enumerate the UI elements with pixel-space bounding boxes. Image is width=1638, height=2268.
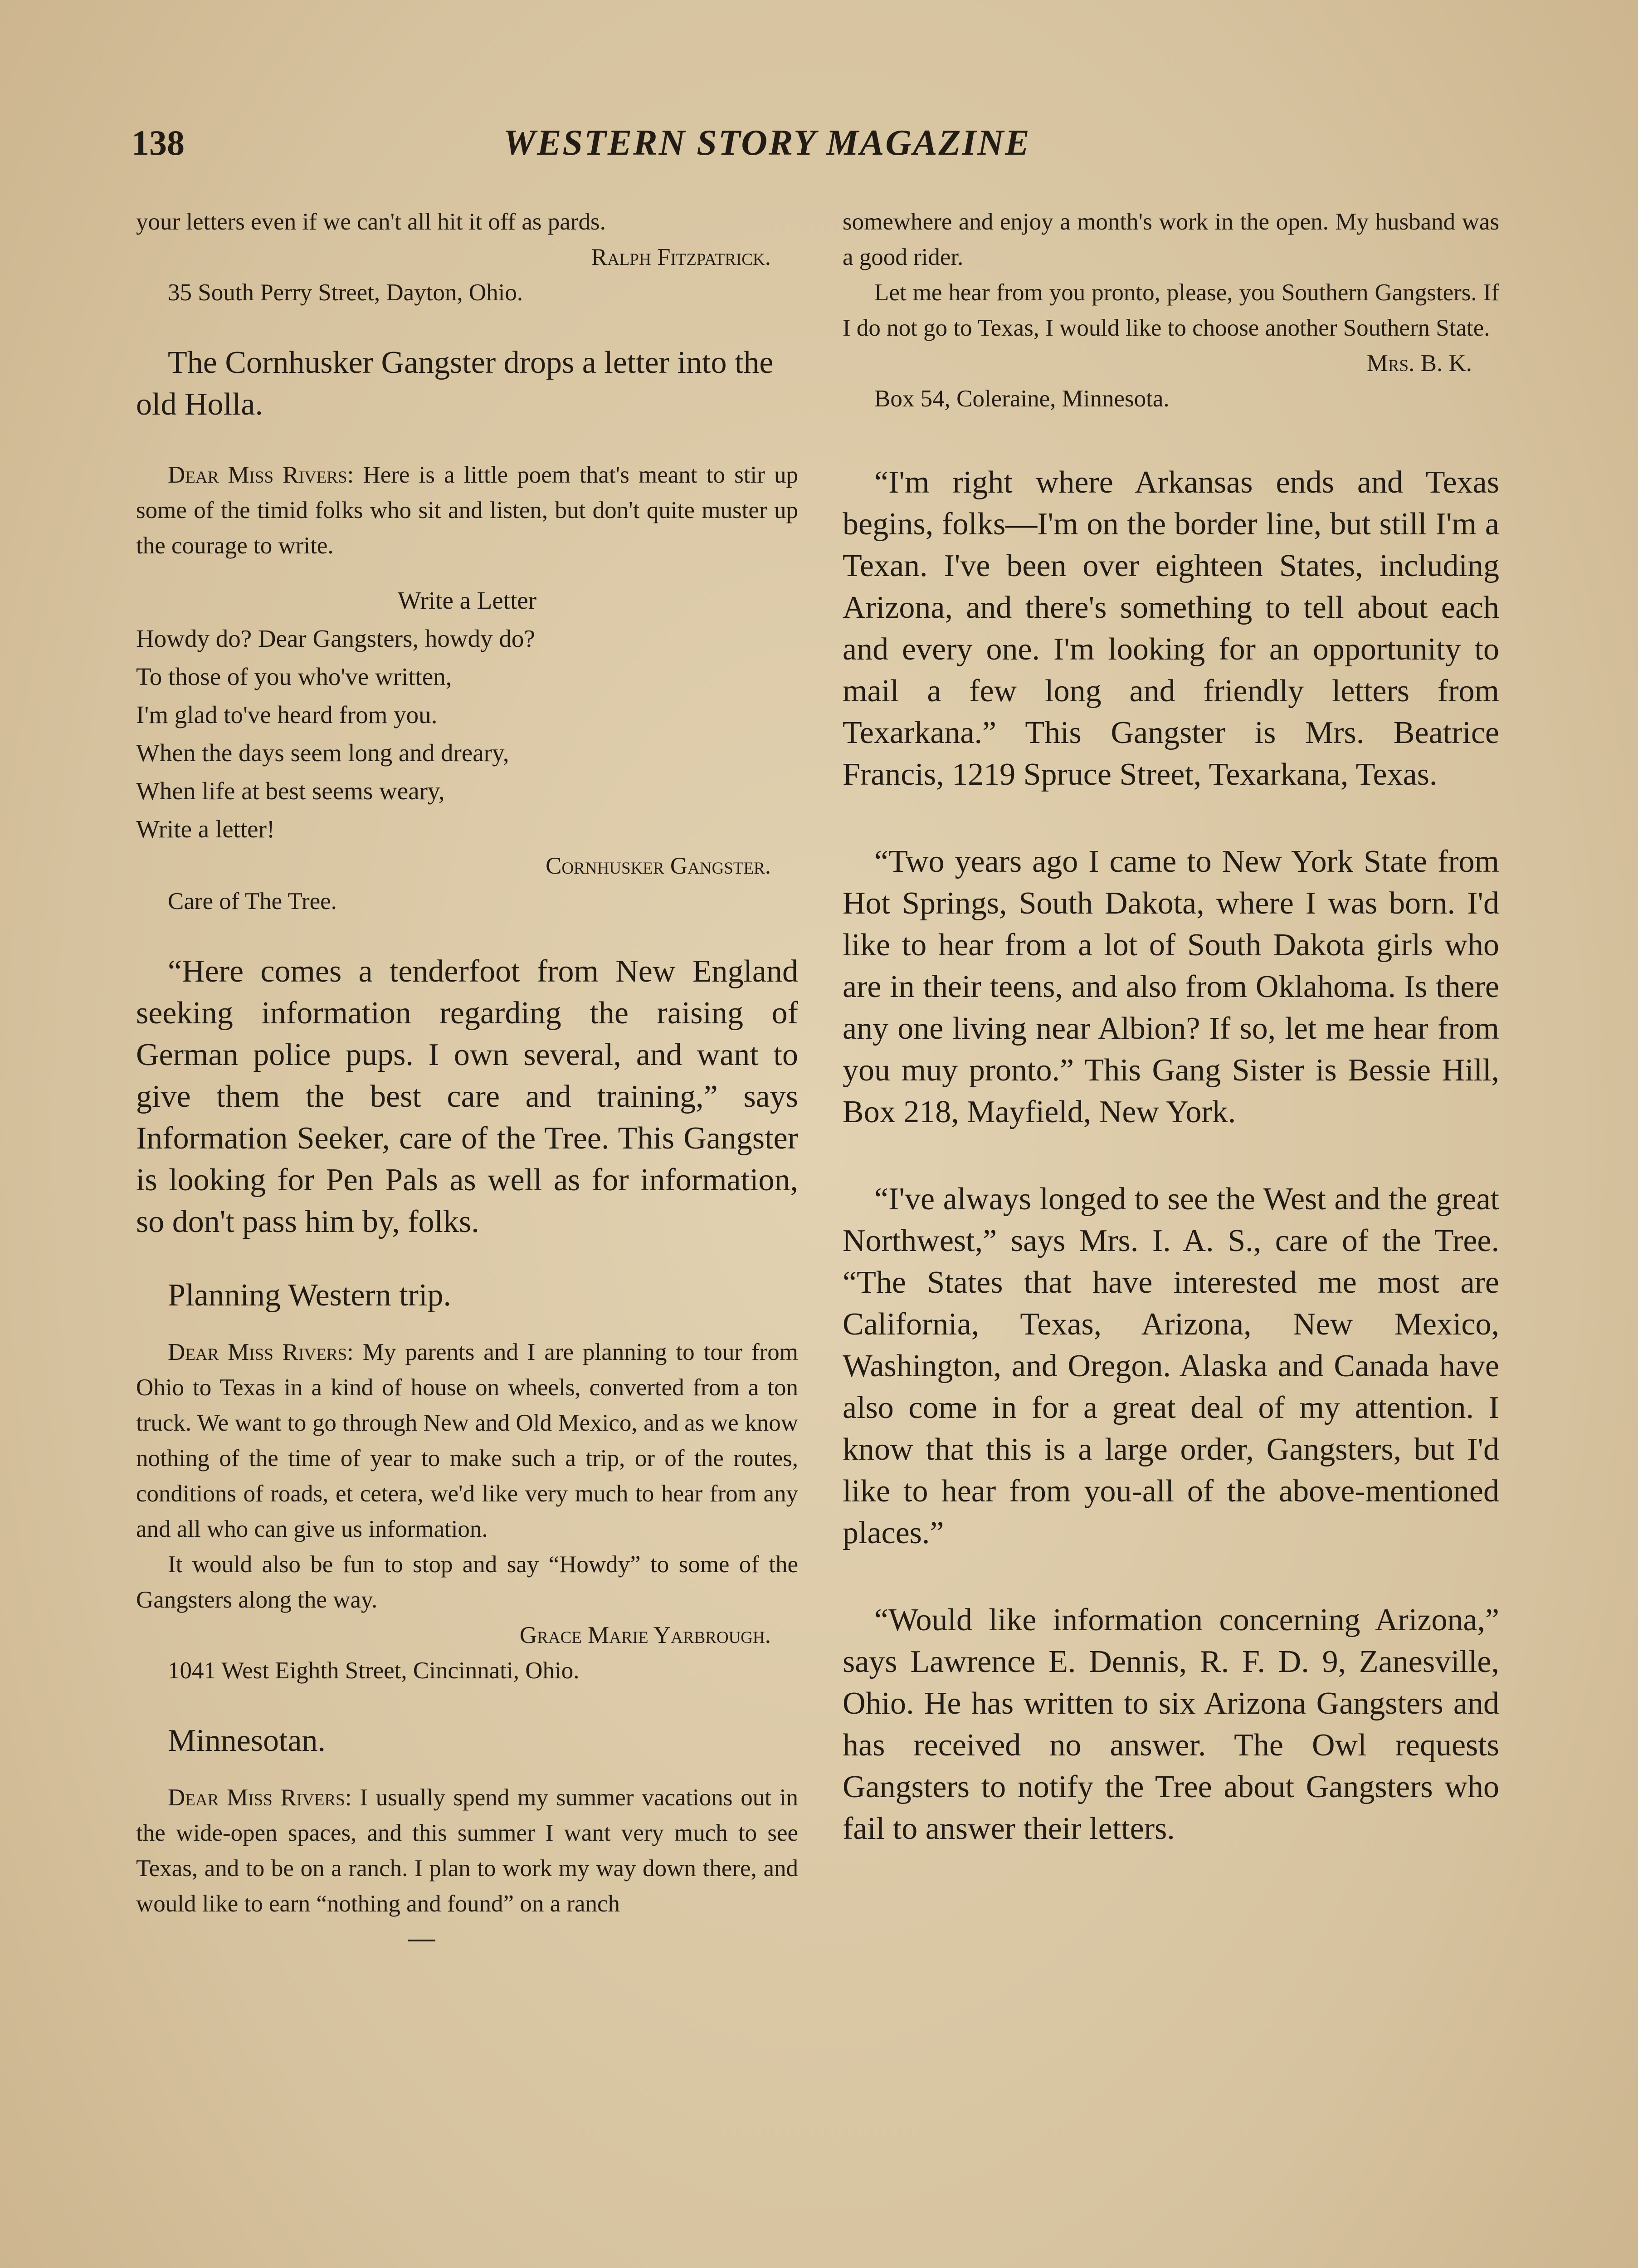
poem-line: When the days seem long and dreary,	[136, 739, 509, 767]
salutation: Dear Miss Rivers:	[168, 1339, 354, 1365]
letter-text: Let me hear from you pronto, please, you Southern Gangsters. If I do not go to Texas, I would like to choose another Southern State.	[843, 279, 1499, 341]
address: Care of The Tree.	[168, 888, 337, 914]
address: 35 South Perry Street, Dayton, Ohio.	[168, 279, 523, 306]
poem-line: I'm glad to've heard from you.	[136, 701, 438, 728]
page-number: 138	[132, 123, 185, 162]
address: Box 54, Coleraine, Minnesota.	[874, 386, 1170, 412]
poem-line: When life at best seems weary,	[136, 777, 445, 805]
left-column	[136, 204, 798, 1941]
letter-text: I usually spend my summer vacations out in the wide-open spaces, and this summer I want very much to see Texas, and to be on a ranch. I plan to work my way down there, and would like to earn “nothing and found” on a ranch	[136, 1784, 798, 1917]
feature-paragraph: “I'm right where Arkansas ends and Texas begins, folks—I'm on the border line, but still I'm a Texan. I've been over eighteen States, including Arizona, and there's something to tell about each and every one. I'm looking for an opportunity to mail a few long and friendly letters from Texarkana.” This Gangster is Mrs. Beatrice Francis, 1219 Spruce Street, Texarkana, Texas.	[843, 465, 1499, 792]
page-header	[132, 122, 1510, 172]
letter-body	[136, 1780, 798, 1921]
letter-body	[136, 457, 798, 563]
feature-paragraph: “Two years ago I came to New York State from Hot Springs, South Dakota, where I was born. I'd like to hear from a lot of South Dakota girls who are in their teens, and also from Oklahoma. Is there any one living near Albion? If so, let me hear from you muy pronto.” This Gang Sister is Bessie Hill, Box 218, Mayfield, New York.	[843, 844, 1499, 1129]
poem-line: To those of you who've written,	[136, 663, 452, 690]
subheading: Minnesotan.	[168, 1723, 326, 1758]
signature: Ralph Fitzpatrick.	[591, 244, 771, 270]
continuation-dash	[408, 1940, 435, 1941]
salutation: Dear Miss Rivers:	[168, 462, 354, 488]
poem-line: Write a letter!	[136, 815, 275, 843]
feature-paragraph: “Here comes a tenderfoot from New England seeking information regarding the raising of German police pups. I own several, and want to give them the best care and training,” says Information Seeker, care of the Tree. This Gangster is looking for Pen Pals as well as for information, so don't pass him by, folks.	[136, 954, 798, 1239]
letter-body	[136, 1334, 798, 1547]
feature-paragraph: “I've always longed to see the West and the great Northwest,” says Mrs. I. A. S., care of the Tree. “The States that have interested me most are California, Texas, Arizona, New Mexico, Washington, and Oregon. Alaska and Canada have also come in for a great deal of my attention. I know that this is a large order, Gangsters, but I'd like to hear from you-all of the above-mentioned places.”	[843, 1182, 1499, 1550]
salutation: Dear Miss Rivers:	[168, 1784, 352, 1811]
poem-line: Howdy do? Dear Gangsters, howdy do?	[136, 625, 535, 652]
address: 1041 West Eighth Street, Cincinnati, Ohio.	[168, 1657, 580, 1684]
poem-title: Write a Letter	[397, 587, 537, 614]
letter-text: My parents and I are planning to tour from Ohio to Texas in a kind of house on wheels, converted from a ton truck. We want to go through New and Old Mexico, and as we know nothing of the time of year to make such a trip, or of the routes, conditions of roads, et cetera, we'd like very much to hear from any and all who can give us information.	[136, 1339, 798, 1542]
right-column	[843, 204, 1499, 1850]
signature: Grace Marie Yarbrough.	[519, 1622, 771, 1648]
magazine-title: WESTERN STORY MAGAZINE	[503, 123, 1031, 163]
letter-text: Here is a little poem that's meant to stir up some of the timid folks who sit and listen, but don't quite muster up the courage to write.	[136, 462, 798, 559]
feature-paragraph: “Would like information concerning Arizona,” says Lawrence E. Dennis, R. F. D. 9, Zanesville, Ohio. He has written to six Arizona Gangsters and has received no answer. The Owl requests Gangsters to notify the Tree about Gangsters who fail to answer their letters.	[843, 1603, 1499, 1846]
letter-continuation: somewhere and enjoy a month's work in the open. My husband was a good rider.	[843, 209, 1499, 270]
subheading: Planning Western trip.	[168, 1278, 451, 1313]
letter-continuation: your letters even if we can't all hit it off as pards.	[136, 209, 606, 235]
signature: Mrs. B. K.	[1366, 350, 1472, 376]
letter-text: It would also be fun to stop and say “Howdy” to some of the Gangsters along the way.	[136, 1551, 798, 1613]
subheading: The Cornhusker Gangster drops a letter into the old Holla.	[136, 345, 774, 422]
signature: Cornhusker Gangster.	[546, 853, 771, 879]
